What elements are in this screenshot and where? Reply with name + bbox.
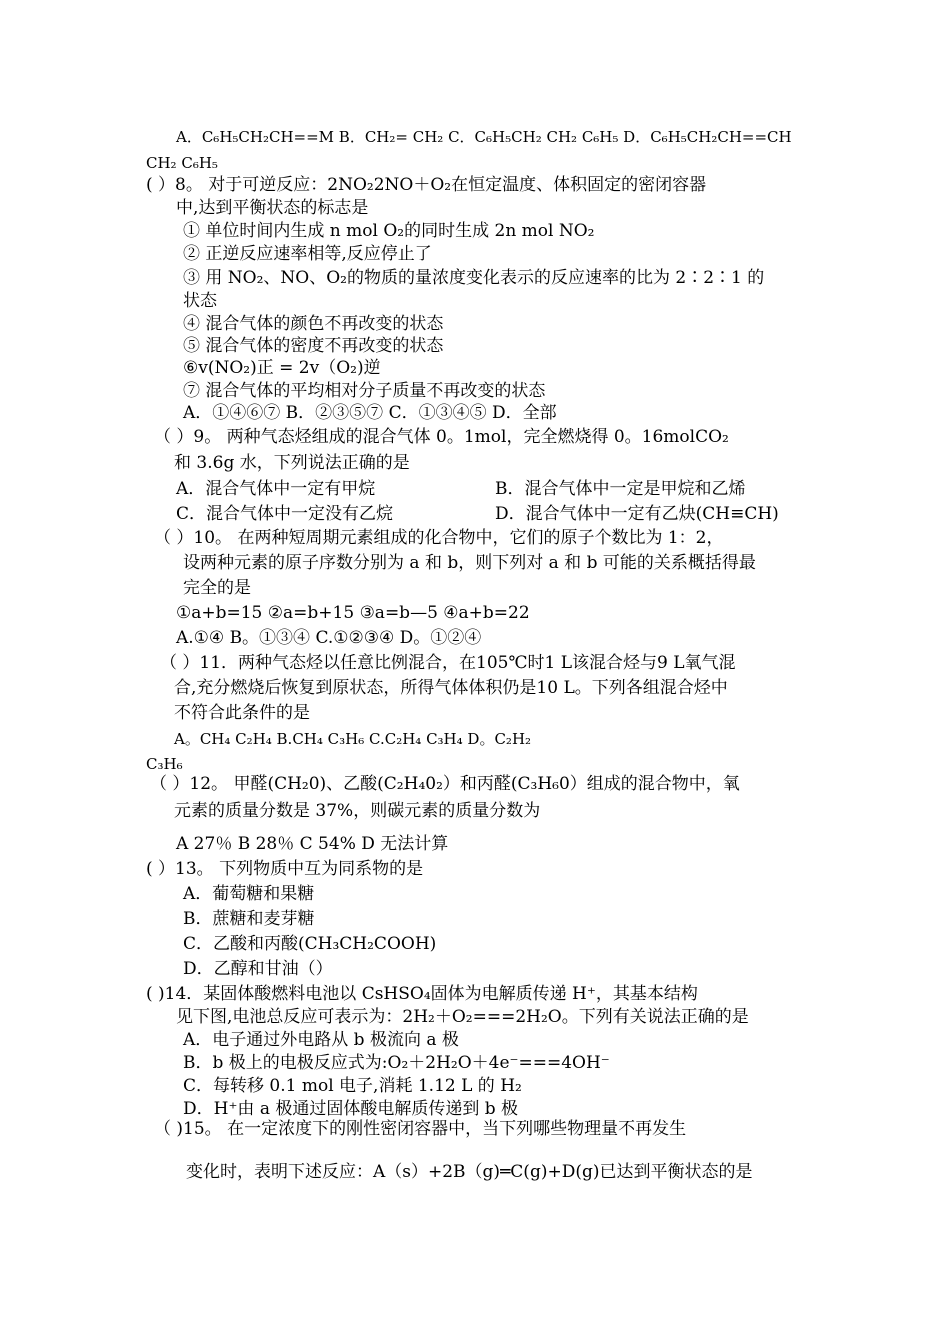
q8-stem-cont: 中,达到平衡状态的标志是 bbox=[176, 198, 369, 218]
q8-item-1: ① 单位时间内生成 n mol O₂的同时生成 2n mol NO₂ bbox=[183, 221, 595, 241]
q9-option-c: C．混合气体中一定没有乙烷 bbox=[176, 504, 394, 524]
q7-options-line: A．C₆H₅CH₂CH==M B．CH₂= CH₂ C．C₆H₅CH₂ CH₂ C₆H₅ D．C₆H₅CH₂CH==CH bbox=[176, 128, 792, 146]
q8-item-6: ⑥v(NO₂)正 = 2v（O₂)逆 bbox=[183, 358, 381, 378]
q11-options-wrap: C₃H₆ bbox=[146, 755, 183, 773]
q9-option-d: D．混合气体中一定有乙炔(CH≡CH) bbox=[495, 504, 779, 524]
q11-stem: （ ）11．两种气态烃以任意比例混合，在105℃时1 L该混合烃与9 L氧气混 bbox=[160, 653, 736, 673]
q7-options-wrap: CH₂ C₆H₅ bbox=[146, 154, 218, 172]
q10-stem-cont-2: 完全的是 bbox=[183, 578, 251, 598]
q8-item-7: ⑦ 混合气体的平均相对分子质量不再改变的状态 bbox=[183, 381, 546, 401]
q10-stem-cont: 设两种元素的原子序数分别为 a 和 b，则下列对 a 和 b 可能的关系概括得最 bbox=[183, 553, 756, 573]
q11-stem-cont: 合,充分燃烧后恢复到原状态，所得气体体积仍是10 L。下列各组混合烃中 bbox=[174, 678, 728, 698]
q8-options: A．①④⑥⑦ B．②③⑤⑦ C．①③④⑤ D．全部 bbox=[183, 403, 557, 423]
q8-stem: ( ）8。 对于可逆反应：2NO₂2NO＋O₂在恒定温度、体积固定的密闭容器 bbox=[146, 175, 707, 195]
q9-option-b: B．混合气体中一定是甲烷和乙烯 bbox=[495, 479, 746, 499]
q15-stem: （ )15。 在一定浓度下的刚性密闭容器中，当下列哪些物理量不再发生 bbox=[154, 1119, 687, 1139]
q8-item-3-cont: 状态 bbox=[183, 291, 217, 311]
q8-item-2: ② 正逆反应速率相等,反应停止了 bbox=[183, 244, 432, 264]
q9-option-a: A．混合气体中一定有甲烷 bbox=[176, 479, 376, 499]
q10-relations: ①a+b=15 ②a=b+15 ③a=b—5 ④a+b=22 bbox=[176, 603, 530, 623]
q14-stem: ( )14．某固体酸燃料电池以 CsHSO₄固体为电解质传递 H⁺，其基本结构 bbox=[146, 984, 698, 1004]
q9-stem-cont: 和 3.6g 水，下列说法正确的是 bbox=[174, 453, 410, 473]
q14-option-a: A．电子通过外电路从 b 极流向 a 极 bbox=[183, 1030, 459, 1050]
q13-stem: ( ）13。 下列物质中互为同系物的是 bbox=[146, 859, 424, 879]
q10-stem: （ ）10。 在两种短周期元素组成的化合物中，它们的原子个数比为 1：2， bbox=[154, 528, 724, 548]
q12-options: A 27％ B 28％ C 54% D 无法计算 bbox=[176, 834, 449, 854]
q12-stem: （ ）12。 甲醛(CH₂0)、乙酸(C₂H₄0₂）和丙醛(C₃H₆0）组成的混合物中，氧 bbox=[150, 774, 740, 794]
q13-option-a: A．葡萄糖和果糖 bbox=[183, 884, 315, 904]
q11-options: A。CH₄ C₂H₄ B.CH₄ C₃H₆ C.C₂H₄ C₃H₄ D。C₂H₂ bbox=[174, 730, 532, 748]
q15-stem-cont: 变化时，表明下述反应：A（s）+2B（g)═C(g)+D(g)已达到平衡状态的是 bbox=[186, 1162, 753, 1182]
q11-stem-cont-2: 不符合此条件的是 bbox=[174, 703, 310, 723]
q8-item-4: ④ 混合气体的颜色不再改变的状态 bbox=[183, 314, 444, 334]
q8-item-3: ③ 用 NO₂、NO、O₂的物质的量浓度变化表示的反应速率的比为 2∶2∶1 的 bbox=[183, 268, 765, 288]
q12-stem-cont: 元素的质量分数是 37%，则碳元素的质量分数为 bbox=[174, 801, 541, 821]
q14-option-d: D．H⁺由 a 极通过固体酸电解质传递到 b 极 bbox=[183, 1099, 519, 1119]
q13-option-b: B．蔗糖和麦芽糖 bbox=[183, 909, 315, 929]
q14-stem-cont: 见下图,电池总反应可表示为：2H₂＋O₂===2H₂O。下列有关说法正确的是 bbox=[176, 1007, 749, 1027]
q13-option-c: C．乙酸和丙酸(CH₃CH₂COOH) bbox=[183, 934, 437, 954]
q13-option-d: D．乙醇和甘油（） bbox=[183, 959, 333, 979]
q9-stem: （ ）9。 两种气态烃组成的混合气体 0。1mol，完全燃烧得 0。16molCO₂ bbox=[154, 427, 729, 447]
q14-option-b: B．b 极上的电极反应式为:O₂＋2H₂O＋4e⁻===4OH⁻ bbox=[183, 1053, 610, 1073]
q8-item-5: ⑤ 混合气体的密度不再改变的状态 bbox=[183, 336, 444, 356]
q10-options: A.①④ B。①③④ C.①②③④ D。①②④ bbox=[176, 628, 482, 648]
q14-option-c: C．每转移 0.1 mol 电子,消耗 1.12 L 的 H₂ bbox=[183, 1076, 522, 1096]
